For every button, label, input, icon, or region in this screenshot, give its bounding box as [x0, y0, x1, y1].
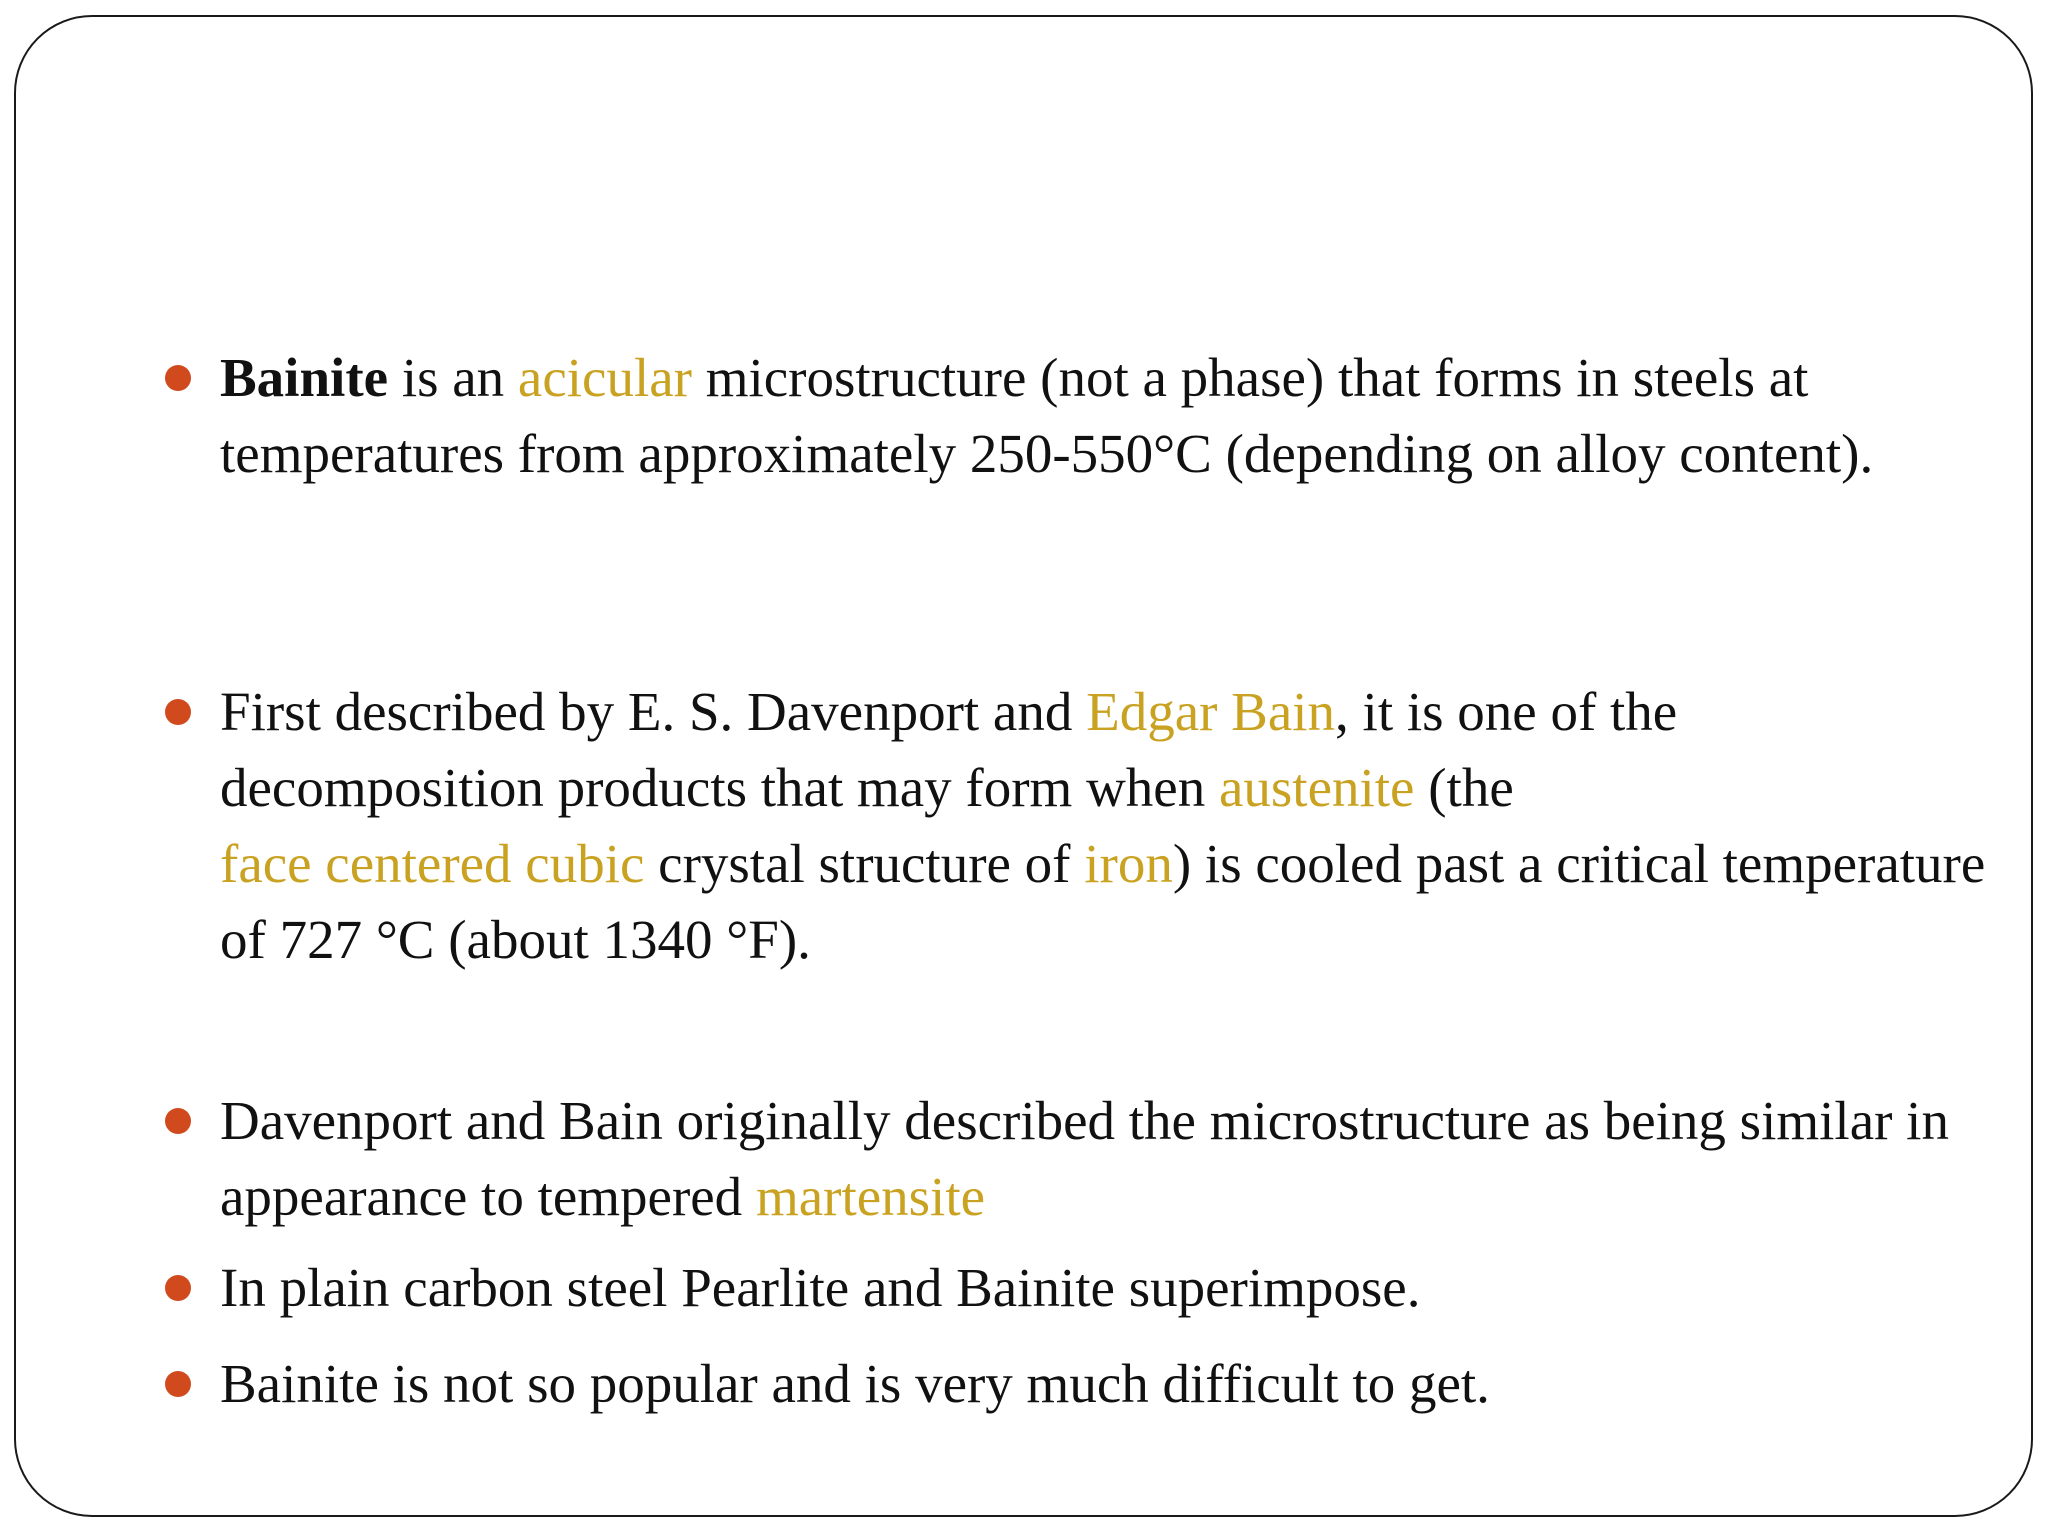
bullet-text: ) is cooled past a critical temperature of 727 °C (about 1340 °F). — [220, 833, 1986, 970]
bullet-text: is an — [388, 347, 518, 408]
bullet-text: microstructure (not a phase) that forms in steels at temperatures from approximately 250-550°C (depending on alloy content). — [220, 347, 1874, 484]
bullet-text: Bainite is not so popular and is very much difficult to get. — [220, 1353, 1490, 1414]
bullet-text: (the — [1414, 757, 1514, 818]
bullet-item-bainite-definition — [220, 340, 2010, 492]
bullet-dot-icon — [165, 699, 191, 725]
bold-term-bainite: Bainite — [220, 347, 389, 408]
bullet-text: , it is one of the decomposition products that may form when — [220, 681, 1678, 818]
link-face-centered-cubic[interactable]: face centered cubic — [220, 833, 645, 894]
bullet-dot-icon — [165, 365, 191, 391]
bullet-text: crystal structure of — [644, 833, 1085, 894]
link-austenite[interactable]: austenite — [1218, 757, 1415, 818]
bullet-item-plain-carbon-steel — [220, 1250, 2010, 1326]
link-edgar-bain[interactable]: Edgar Bain — [1086, 681, 1336, 742]
bullet-text: In plain carbon steel Pearlite and Bainite superimpose. — [220, 1257, 1421, 1318]
bullet-dot-icon — [165, 1371, 191, 1397]
bullet-text: Davenport and Bain originally described the microstructure as being similar in appearance to tempered — [220, 1090, 1949, 1227]
bullet-dot-icon — [165, 1275, 191, 1301]
bullet-dot-icon — [165, 1108, 191, 1134]
bullet-item-first-described — [220, 674, 2010, 978]
bullet-item-not-popular — [220, 1346, 2010, 1422]
link-iron[interactable]: iron — [1084, 833, 1173, 894]
link-martensite[interactable]: martensite — [755, 1166, 986, 1227]
bullet-text: First described by E. S. Davenport and — [220, 681, 1087, 742]
bullet-item-davenport-bain — [220, 1083, 2010, 1235]
link-acicular[interactable]: acicular — [517, 347, 692, 408]
